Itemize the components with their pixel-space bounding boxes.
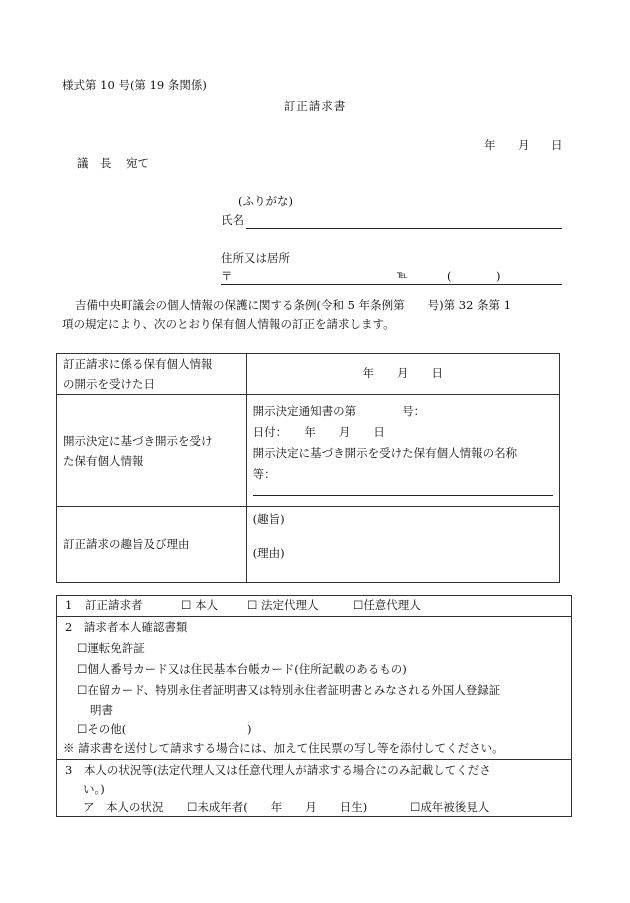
id-docs-heading: 2 請求者本人確認書類: [65, 620, 188, 634]
checkbox-label: 運転免許証: [87, 641, 145, 655]
info-name-input-line[interactable]: [253, 495, 553, 496]
checkbox-label: 在留カード、特別永住者証明書又は特別永住者証明書とみなされる外国人登録証: [87, 683, 501, 697]
tel-paren-open: (: [447, 269, 452, 283]
postal-mark: 〒: [221, 269, 233, 283]
purpose-reason-field[interactable]: [246, 507, 559, 583]
table-row: [57, 507, 560, 583]
checkbox-label: 未成年者( 年 月 日生): [197, 800, 368, 814]
checkbox-icon: ☐: [77, 641, 88, 655]
reason-label: (理由): [252, 545, 285, 560]
divider: [57, 616, 571, 617]
checkbox-drivers-license[interactable]: [77, 643, 145, 655]
checkbox-icon: ☐: [77, 683, 88, 697]
checkbox-icon: ☐: [181, 598, 192, 612]
checkbox-icon: ☐: [353, 598, 364, 612]
checkbox-icon: ☐: [187, 800, 198, 814]
form-number: 様式第 10 号(第 19 条関係): [62, 78, 207, 92]
address-input-line[interactable]: [221, 284, 562, 285]
disclosed-info-field[interactable]: [246, 395, 559, 507]
requester-number: 1: [65, 598, 73, 612]
disclosure-date-field[interactable]: 年 月 日: [246, 354, 559, 395]
checkbox-other-document[interactable]: [77, 724, 126, 736]
disclosure-date-label-line-1: 訂正請求に係る保有個人情報: [63, 357, 213, 371]
notice-number-line: 開示決定通知書の第 号：: [252, 404, 426, 419]
intro-line-1: 吉備中央町議会の個人情報の保護に関する条例(令和 5 年条例第 号)第 32 条第 1: [75, 298, 512, 312]
tel-icon: ℡: [397, 270, 408, 281]
notice-date-line: 日付： 年 月 日: [252, 425, 385, 440]
table-row: [57, 354, 560, 395]
purpose-reason-label: 訂正請求の趣旨及び理由: [57, 507, 247, 583]
addressee-role: 議 長: [77, 156, 112, 170]
disclosed-info-label-line-1: 開示決定に基づき開示を受け: [63, 433, 213, 448]
purpose-label: (趣旨): [252, 512, 285, 527]
checkbox-my-number-card[interactable]: [77, 664, 407, 676]
intro-line-2: 項の規定により、次のとおり保有個人情報の訂正を請求します。: [62, 317, 395, 331]
principal-status-heading-cont: い。): [83, 782, 105, 796]
checkbox-icon: ☐: [77, 662, 88, 676]
checkbox-legal-rep-option[interactable]: [247, 600, 318, 612]
disclosure-date-label: [57, 354, 247, 395]
table-row: [57, 395, 560, 507]
principal-status-heading: 3 本人の状況等(法定代理人又は任意代理人が請求する場合にのみ記載してくださ: [65, 763, 491, 777]
checkbox-icon: ☐: [77, 722, 88, 736]
checkbox-label: 任意代理人: [363, 598, 421, 612]
divider: [57, 759, 571, 760]
principal-status-label: ア 本人の状況: [83, 800, 164, 814]
residence-card-label-cont: 明書: [90, 703, 113, 717]
checkbox-voluntary-rep-option[interactable]: [353, 600, 421, 612]
addressee-suffix: 宛て: [126, 156, 149, 170]
date-month-label: 月: [518, 138, 530, 152]
disclosed-info-label: [57, 395, 247, 507]
furigana-label: (ふりがな): [238, 194, 293, 208]
tel-paren-close: ): [496, 269, 501, 283]
requester-info-box: [56, 595, 572, 817]
checkbox-adult-ward[interactable]: [410, 802, 489, 814]
requester-label: 訂正請求者: [85, 598, 143, 612]
name-input-line[interactable]: [246, 228, 562, 229]
info-name-line: 開示決定に基づき開示を受けた保有個人情報の名称: [252, 446, 518, 461]
mailing-note: ※ 請求書を送付して請求する場合には、加えて住民票の写し等を添付してください。: [63, 741, 504, 755]
checkbox-label: その他(: [87, 722, 127, 736]
checkbox-icon: ☐: [247, 598, 258, 612]
checkbox-self-option[interactable]: [181, 600, 218, 612]
address-label: 住所又は居所: [221, 251, 290, 265]
date-day-label: 日: [551, 138, 563, 152]
checkbox-residence-card[interactable]: [77, 685, 500, 697]
checkbox-label: 個人番号カード又は住民基本台帳カード(住所記載のあるもの): [87, 662, 407, 676]
checkbox-label: 成年被後見人: [420, 800, 490, 814]
disclosure-date-label-line-2: の開示を受けた日: [63, 377, 155, 392]
checkbox-label: 本人: [194, 598, 218, 612]
date-year-label: 年: [484, 138, 496, 152]
document-title: 訂正請求書: [283, 99, 347, 113]
name-label: 氏名: [221, 213, 244, 227]
correction-details-table: [56, 353, 560, 583]
info-etc-line: 等：: [252, 467, 276, 482]
disclosed-info-label-line-2: た保有個人情報: [63, 453, 144, 468]
checkbox-minor[interactable]: [187, 802, 367, 814]
checkbox-label: 法定代理人: [260, 598, 319, 612]
other-doc-paren-close: ): [247, 722, 252, 736]
checkbox-icon: ☐: [410, 800, 421, 814]
